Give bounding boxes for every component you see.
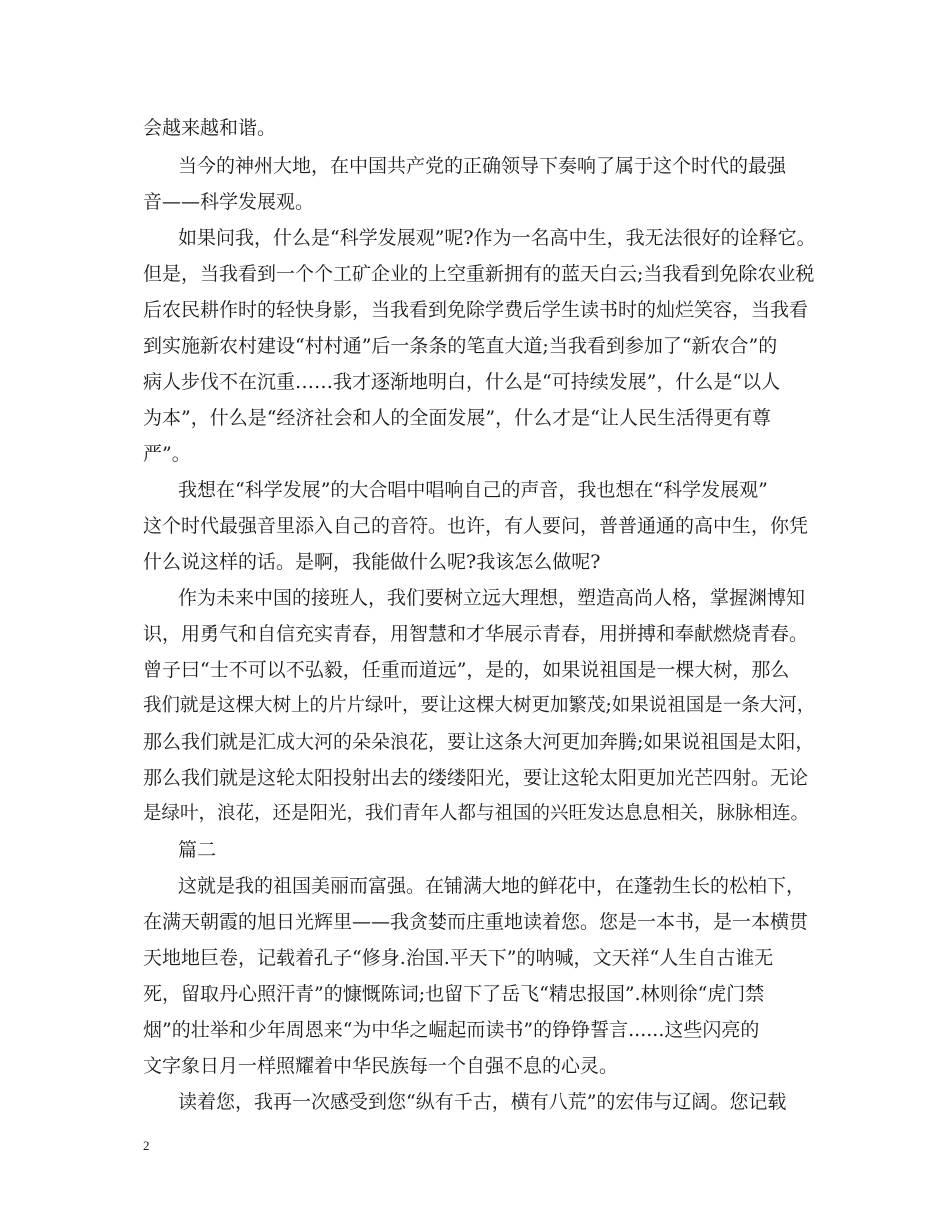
text-line: 天地地巨卷，记载着孔子“修身.治国.平天下”的呐喊，文天祥“人生自古谁无 (143, 947, 774, 969)
text-line: 那么我们就是汇成大河的朵朵浪花，要让这条大河更加奔腾;如果说祖国是太阳， (143, 731, 815, 753)
text-line: 我想在“科学发展”的大合唱中唱响自己的声音，我也想在“科学发展观” (178, 479, 768, 501)
text-line: 什么说这样的话。是啊，我能做什么呢?我该怎么做呢? (143, 551, 601, 573)
text-line: 读着您，我再一次感受到您“纵有千古，横有八荒”的宏伟与辽阔。您记载 (178, 1091, 787, 1113)
text-line: 死，留取丹心照汗青”的慷慨陈词;也留下了岳飞“精忠报国”.林则徐“虎门禁 (143, 983, 765, 1005)
text-line: 音——科学发展观。 (143, 191, 315, 213)
text-line: 会越来越和谐。 (143, 117, 277, 139)
section-heading: 篇二 (178, 839, 217, 861)
text-line: 如果问我，什么是“科学发展观”呢?作为一名高中生，我无法很好的诠释它。 (178, 227, 816, 249)
text-line: 烟”的壮举和少年周恩来“为中华之崛起而读书”的铮铮誓言......这些闪亮的 (143, 1019, 760, 1041)
text-line: 作为未来中国的接班人，我们要树立远大理想，塑造高尚人格，掌握渊博知 (178, 587, 806, 609)
text-line: 在满天朝霞的旭日光辉里——我贪婪而庄重地读着您。您是一本书，是一本横贯 (143, 911, 809, 933)
text-line: 这个时代最强音里添入自己的音符。也许，有人要问，普普通通的高中生，你凭 (143, 515, 809, 537)
text-line: 是绿叶，浪花，还是阳光，我们青年人都与祖国的兴旺发达息息相关，脉脉相连。 (143, 803, 810, 824)
text-line: 病人步伐不在沉重……我才逐渐地明白，什么是“可持续发展”，什么是“以人 (143, 371, 781, 393)
text-line: 严”。 (143, 443, 191, 465)
text-line: 识，用勇气和自信充实青春，用智慧和才华展示青春，用拼搏和奉献燃烧青春。 (143, 623, 809, 645)
text-line: 当今的神州大地，在中国共产党的正确领导下奏响了属于这个时代的最强 (178, 155, 787, 177)
text-line: 文字象日月一样照耀着中华民族每一个自强不息的心灵。 (143, 1055, 619, 1077)
text-line: 我们就是这棵大树上的片片绿叶，要让这棵大树更加繁茂;如果说祖国是一条大河， (143, 695, 816, 716)
text-line: 为本”，什么是“经济社会和人的全面发展”，什么才是“让人民生活得更有尊 (143, 407, 771, 429)
text-line: 曾子曰“士不可以不弘毅，任重而道远”，是的，如果说祖国是一棵大树，那么 (143, 659, 790, 681)
text-line: 后农民耕作时的轻快身影，当我看到免除学费后学生读书时的灿烂笑容，当我看 (143, 299, 809, 321)
text-line: 那么我们就是这轮太阳投射出去的缕缕阳光，要让这轮太阳更加光芒四射。无论 (143, 767, 809, 789)
text-line: 但是，当我看到一个个工矿企业的上空重新拥有的蓝天白云;当我看到免除农业税 (143, 263, 815, 285)
text-line: 这就是我的祖国美丽而富强。在铺满大地的鲜花中，在蓬勃生长的松柏下， (178, 875, 806, 897)
page-number: 2 (143, 1138, 150, 1153)
text-line: 到实施新农村建设“村村通”后一条条的笔直大道;当我看到参加了“新农合”的 (143, 335, 778, 357)
